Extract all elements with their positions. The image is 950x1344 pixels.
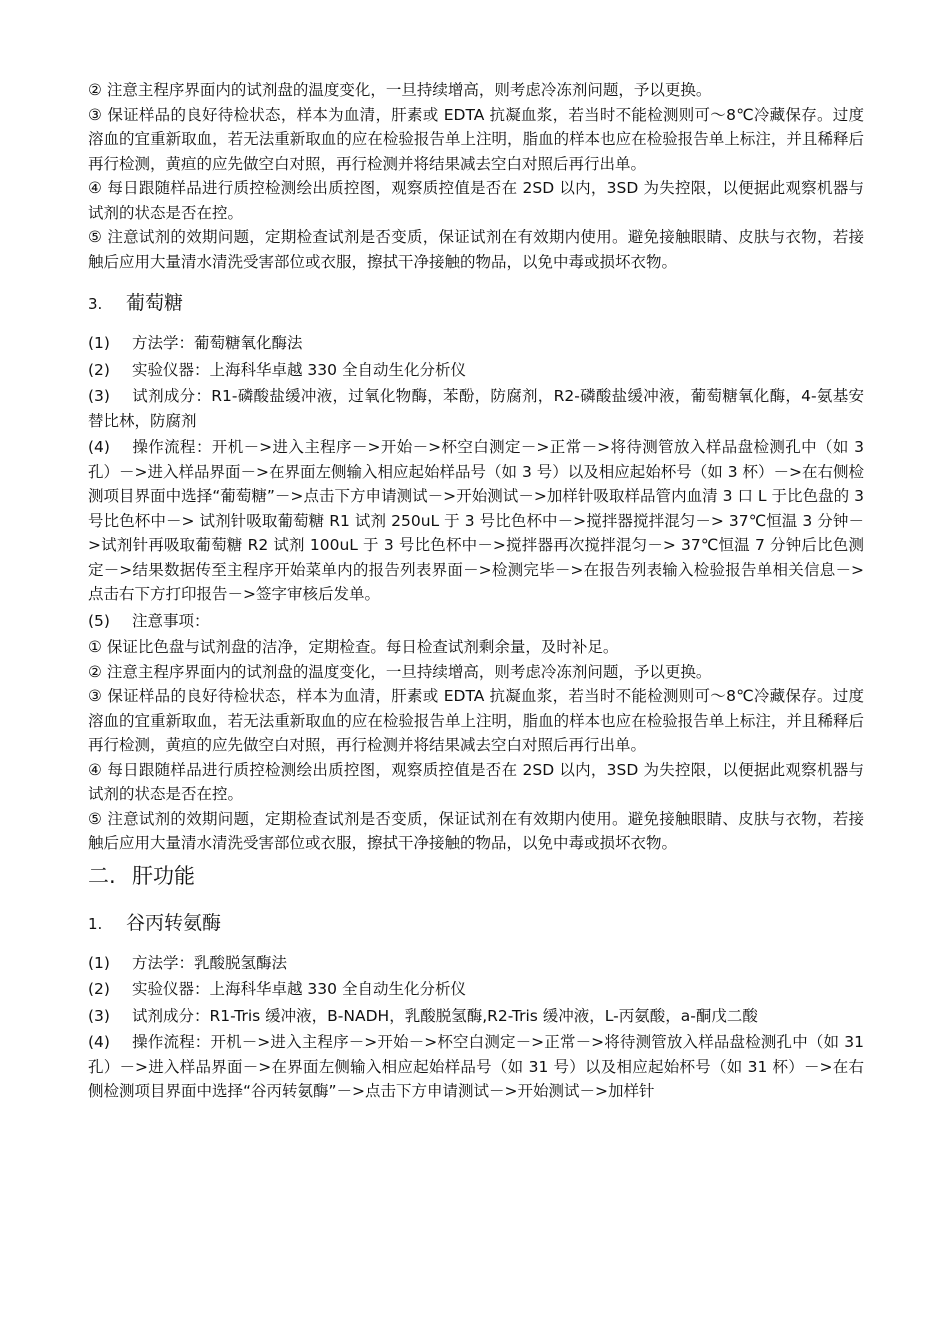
note-paragraph: ② 注意主程序界面内的试剂盘的温度变化，一旦持续增高，则考虑冷冻剂问题，予以更换。	[88, 81, 712, 99]
document-page	[88, 78, 864, 1106]
item-number: (5)	[88, 611, 110, 630]
item-text: 操作流程：开机－>进入主程序－>开始－>杯空白测定－>正常－>将待测管放入样品盘检测孔中（如 31 孔）－>进入样品界面－>在界面左侧输入相应起始样品号（如 31 号）以及相应起始杯号（如 31 杯）－>在右侧检测项目界面中选择“谷丙转氨酶”－>点击下方申请测试－>开始测试－>加样针	[88, 1033, 864, 1100]
section-title: 葡萄糖	[126, 292, 184, 314]
note-paragraph: ① 保证比色盘与试剂盘的洁净，定期检查。每日检查试剂剩余量，及时补足。	[88, 638, 619, 656]
note-paragraph: ④ 每日跟随样品进行质控检测绘出质控图，观察质控值是否在 2SD 以内，3SD 为失控限，以便据此观察机器与试剂的状态是否在控。	[88, 760, 864, 803]
list-item	[88, 977, 864, 1002]
chapter-number: 二.	[88, 863, 116, 888]
section-number: 1.	[88, 914, 103, 933]
chapter-heading-liver-function	[88, 862, 864, 890]
item-text: 实验仪器：上海科华卓越 330 全自动生化分析仪	[132, 980, 466, 998]
item-number: (3)	[88, 387, 110, 405]
item-text: 试剂成分：R1-Tris 缓冲液，B-NADH，乳酸脱氢酶,R2-Tris 缓冲液，L-丙氨酸，a-酮戊二酸	[132, 1006, 758, 1025]
item-text: 方法学：乳酸脱氢酶法	[132, 953, 288, 972]
section-heading-glucose	[88, 290, 864, 317]
note-paragraph: ③ 保证样品的良好待检状态，样本为血清，肝素或 EDTA 抗凝血浆，若当时不能检测则可～8℃冷藏保存。过度溶血的宜重新取血，若无法重新取血的应在检验报告单上注明，脂血的样本也应在检验报告单上标注，并且稀释后再行检测，黄疸的应先做空白对照，再行检测并将结果减去空白对照后再行出单。	[88, 687, 864, 754]
list-item	[88, 951, 864, 976]
chapter-title: 肝功能	[132, 863, 195, 888]
section-title: 谷丙转氨酶	[126, 911, 222, 934]
item-text: 注意事项：	[132, 611, 210, 630]
list-item	[88, 358, 864, 383]
list-item	[88, 1030, 864, 1104]
item-number: (4)	[88, 1033, 110, 1051]
item-number: (2)	[88, 980, 110, 998]
list-item	[88, 384, 864, 433]
item-number: (1)	[88, 334, 110, 352]
list-item	[88, 331, 864, 356]
note-paragraph: ④ 每日跟随样品进行质控检测绘出质控图，观察质控值是否在 2SD 以内，3SD 为失控限，以便据此观察机器与试剂的状态是否在控。	[88, 179, 864, 222]
item-number: (3)	[88, 1006, 110, 1025]
item-text: 实验仪器：上海科华卓越 330 全自动生化分析仪	[132, 360, 466, 379]
note-paragraph: ⑤ 注意试剂的效期问题，定期检查试剂是否变质，保证试剂在有效期内使用。避免接触眼睛、皮肤与衣物，若接触后应用大量清水清洗受害部位或衣服，擦拭干净接触的物品，以免中毒或损坏衣物。	[88, 228, 864, 271]
note-paragraph: ③ 保证样品的良好待检状态，样本为血清，肝素或 EDTA 抗凝血浆，若当时不能检测则可～8℃冷藏保存。过度溶血的宜重新取血，若无法重新取血的应在检验报告单上注明，脂血的样本也应在检验报告单上标注，并且稀释后再行检测，黄疸的应先做空白对照，再行检测并将结果减去空白对照后再行出单。	[88, 105, 864, 173]
list-item	[88, 1004, 864, 1029]
list-item	[88, 609, 864, 634]
list-item	[88, 435, 864, 607]
section-number: 3.	[88, 295, 103, 313]
item-text: 方法学：葡萄糖氧化酶法	[132, 334, 303, 352]
item-text: 操作流程：开机－>进入主程序－>开始－>杯空白测定－>正常－>将待测管放入样品盘检测孔中（如 3 孔）－>进入样品界面－>在界面左侧输入相应起始样品号（如 3 号）以及相应起始杯号（如 3 杯）－>在右侧检测项目界面中选择“葡萄糖”－>点击下方申请测试－>开始测试－>加样针吸取样品管内血清 3 口 L 于比色盘的 3 号比色杯中－> 试剂针吸取葡萄糖 R1 试剂 250uL 于 3 号比色杯中－>搅拌器搅拌混匀－> 37℃恒温 3 分钟－>试剂针再吸取葡萄糖 R2 试剂 100uL 于 3 号比色杯中－>搅拌器再次搅拌混匀－> 37℃恒温 7 分钟后比色测定－>结果数据传至主程序开始菜单内的报告列表界面－>检测完毕－>在报告列表输入检验报告单相关信息－>点击右下方打印报告－>签字审核后发单。	[88, 438, 864, 603]
item-number: (1)	[88, 953, 110, 972]
note-paragraph: ② 注意主程序界面内的试剂盘的温度变化，一旦持续增高，则考虑冷冻剂问题，予以更换。	[88, 662, 712, 681]
item-number: (4)	[88, 438, 110, 456]
section-heading-alt	[88, 910, 864, 937]
note-paragraph: ⑤ 注意试剂的效期问题，定期检查试剂是否变质，保证试剂在有效期内使用。避免接触眼睛、皮肤与衣物，若接触后应用大量清水清洗受害部位或衣服，擦拭干净接触的物品，以免中毒或损坏衣物。	[88, 809, 864, 852]
item-text: 试剂成分：R1-磷酸盐缓冲液，过氧化物酶，苯酚，防腐剂，R2-磷酸盐缓冲液，葡萄糖氧化酶，4-氨基安替比林，防腐剂	[88, 387, 864, 430]
item-number: (2)	[88, 360, 110, 379]
